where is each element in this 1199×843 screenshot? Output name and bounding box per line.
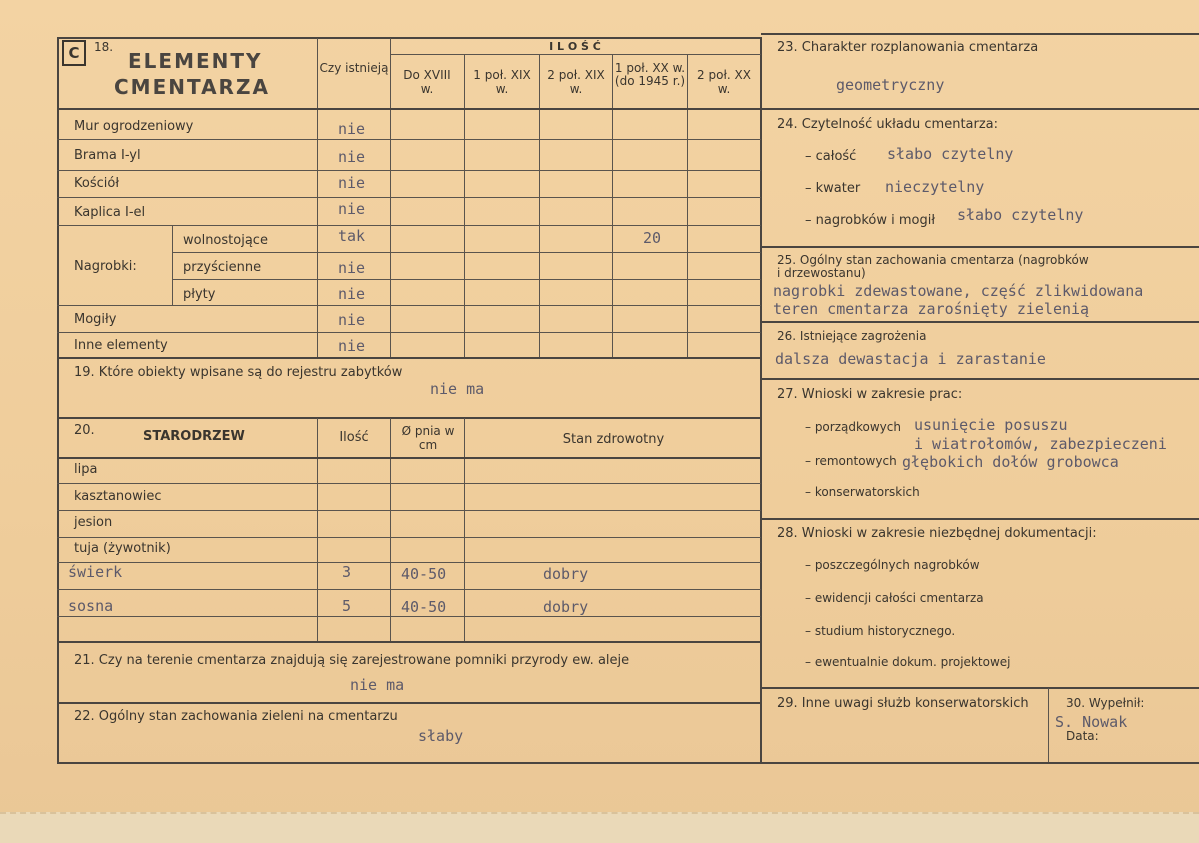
exists-value: nie [338,259,366,277]
card-perforated-edge [0,812,1199,843]
s21-bottom [57,702,761,704]
row-label: Mogiły [74,312,117,327]
row-line [57,197,761,198]
s25-label-2: i drzewostanu) [777,266,866,280]
s28-bottom [761,687,1199,689]
s18-title-1: ELEMENTY [128,49,263,73]
col-period-5: 2 poł. XX w. [697,68,751,96]
s24-value: słabo czytelny [957,206,1084,224]
s20-col-line [317,418,318,641]
exists-value: nie [338,120,366,138]
s20-col-stan: Stan zdrowotny [562,432,665,447]
code-box: C [62,40,86,66]
s18-number: 18. [94,40,114,54]
xx1-value: 20 [643,229,662,247]
s20-col-line [390,418,391,641]
s24-value: słabo czytelny [887,145,1014,163]
frame-mid [760,37,762,763]
tree-name: sosna [68,597,114,615]
row-label: płyty [183,287,216,302]
s24-item: – kwater [805,181,861,196]
col-period-2: 1 poł. XIX w. [473,68,531,96]
s30-label: 30. Wypełnił: [1066,696,1145,710]
s19-label: 19. Które obiekty wpisane są do rejestru zabytków [74,365,403,380]
s26-value: dalsza dewastacja i zarastanie [775,350,1046,368]
s26-label: 26. Istniejące zagrożenia [777,329,927,343]
row-label: Kaplica I-el [74,205,146,220]
s25-value-2: teren cmentarza zarośnięty zielenią [773,300,1090,318]
row-line [172,279,761,280]
s27-value-3: głębokich dołów grobowca [902,453,1119,471]
s29-s30-divider [1048,688,1049,762]
frame-top-right [761,33,1199,35]
s27-value-2: i wiatrołomów, zabezpieczeni [914,435,1167,453]
s23-bottom [761,108,1199,110]
row-line [57,510,761,511]
row-line [57,483,761,484]
nagrobki-divider [172,225,173,305]
s18-header-bottom [57,108,761,110]
s25-bottom [761,321,1199,323]
exists-value: nie [338,337,366,355]
nagrobki-label: Nagrobki: [74,259,137,274]
row-label: Inne elementy [74,338,168,353]
tree-count: 3 [342,563,352,581]
s21-value: nie ma [350,676,405,694]
col-line-p5 [687,54,688,358]
row-label: przyścienne [183,260,262,275]
s27-value-1: usunięcie posuszu [914,416,1068,434]
tree-name: jesion [74,515,113,530]
s25-label-1: 25. Ogólny stan zachowania cmentarza (nagrobków [777,253,1089,267]
s23-value: geometryczny [836,76,945,94]
row-line [57,616,761,617]
row-line [57,170,761,171]
col-czy-header: Czy istnieją [319,61,389,75]
row-line [57,562,761,563]
tree-dia: 40-50 [401,565,447,583]
col-line-p2 [464,54,465,358]
exists-value: nie [338,200,366,218]
col-line-p1 [390,38,391,358]
s20-number: 20. [74,423,95,438]
s20-title: STARODRZEW [143,429,245,444]
s24-item: – całość [805,149,857,164]
tree-state: dobry [543,598,589,616]
row-label: wolnostojące [183,233,268,248]
s28-label: 28. Wnioski w zakresie niezbędnej dokumentacji: [777,526,1097,541]
row-line [57,139,761,140]
row-label: Kościół [74,176,120,191]
exists-value: nie [338,311,366,329]
s27-label: 27. Wnioski w zakresie prac: [777,387,963,402]
col-period-4: 1 poł. XX w. (do 1945 r.) [614,61,686,88]
s30-date-label: Data: [1066,729,1099,743]
tree-name: lipa [74,462,98,477]
s18-title-2: CMENTARZA [114,75,270,99]
s24-label: 24. Czytelność układu cmentarza: [777,117,999,132]
s20-col-line [464,418,465,641]
row-line [57,305,761,306]
s20-col-pnia: Ø pnia w cm [401,424,455,452]
frame-top-left [57,37,761,39]
s28-item: – poszczególnych nagrobków [805,558,980,572]
s28-item: – studium historycznego. [805,624,956,638]
s24-item: – nagrobków i mogił [805,213,936,228]
s30-value: S. Nowak [1055,713,1128,731]
row-line [57,332,761,333]
row-line [57,537,761,538]
ilosc-line [390,54,761,55]
col-ilosc-header: I L O Ś Ć [549,40,601,53]
s27-bottom [761,518,1199,520]
col-line-p3 [539,54,540,358]
s24-value: nieczytelny [885,178,985,196]
col-line-p4 [612,54,613,358]
tree-name: świerk [68,563,123,581]
s27-item: – porządkowych [805,420,901,434]
row-label: Brama I-yl [74,148,141,163]
exists-value: nie [338,285,366,303]
row-line [57,589,761,590]
col-line-czy [317,38,318,358]
s20-bottom [57,641,761,643]
s20-col-ilosc: Ilość [339,430,369,445]
tree-name: kasztanowiec [74,489,162,504]
exists-value: tak [338,227,366,245]
s23-label: 23. Charakter rozplanowania cmentarza [777,40,1039,55]
s22-value: słaby [418,727,464,745]
row-line [172,252,761,253]
frame-bottom-right [761,762,1199,764]
s21-label: 21. Czy na terenie cmentarza znajdują się zarejestrowane pomniki przyrody ew. aleje [74,653,630,668]
frame-bottom-left [57,762,761,764]
s25-value-1: nagrobki zdewastowane, część zlikwidowana [773,282,1144,300]
exists-value: nie [338,174,366,192]
s28-item: – ewidencji całości cmentarza [805,591,984,605]
tree-state: dobry [543,565,589,583]
s27-item: – remontowych [805,454,897,468]
s27-item: – konserwatorskich [805,485,920,499]
row-line [57,225,761,226]
s20-header-bottom [57,457,761,459]
s29-label: 29. Inne uwagi służb konserwatorskich [777,696,1029,711]
s26-bottom [761,378,1199,380]
exists-value: nie [338,148,366,166]
tree-count: 5 [342,597,352,615]
tree-dia: 40-50 [401,598,447,616]
row-label: Mur ogrodzeniowy [74,119,194,134]
s18-bottom [57,357,761,359]
s24-bottom [761,246,1199,248]
frame-left [57,37,59,763]
col-period-3: 2 poł. XIX w. [547,68,605,96]
s22-label: 22. Ogólny stan zachowania zieleni na cmentarzu [74,709,398,724]
tree-name: tuja (żywotnik) [74,541,171,556]
s19-bottom [57,417,761,419]
col-period-1: Do XVIII w. [403,68,451,96]
s19-value: nie ma [430,380,485,398]
s28-item: – ewentualnie dokum. projektowej [805,655,1011,669]
